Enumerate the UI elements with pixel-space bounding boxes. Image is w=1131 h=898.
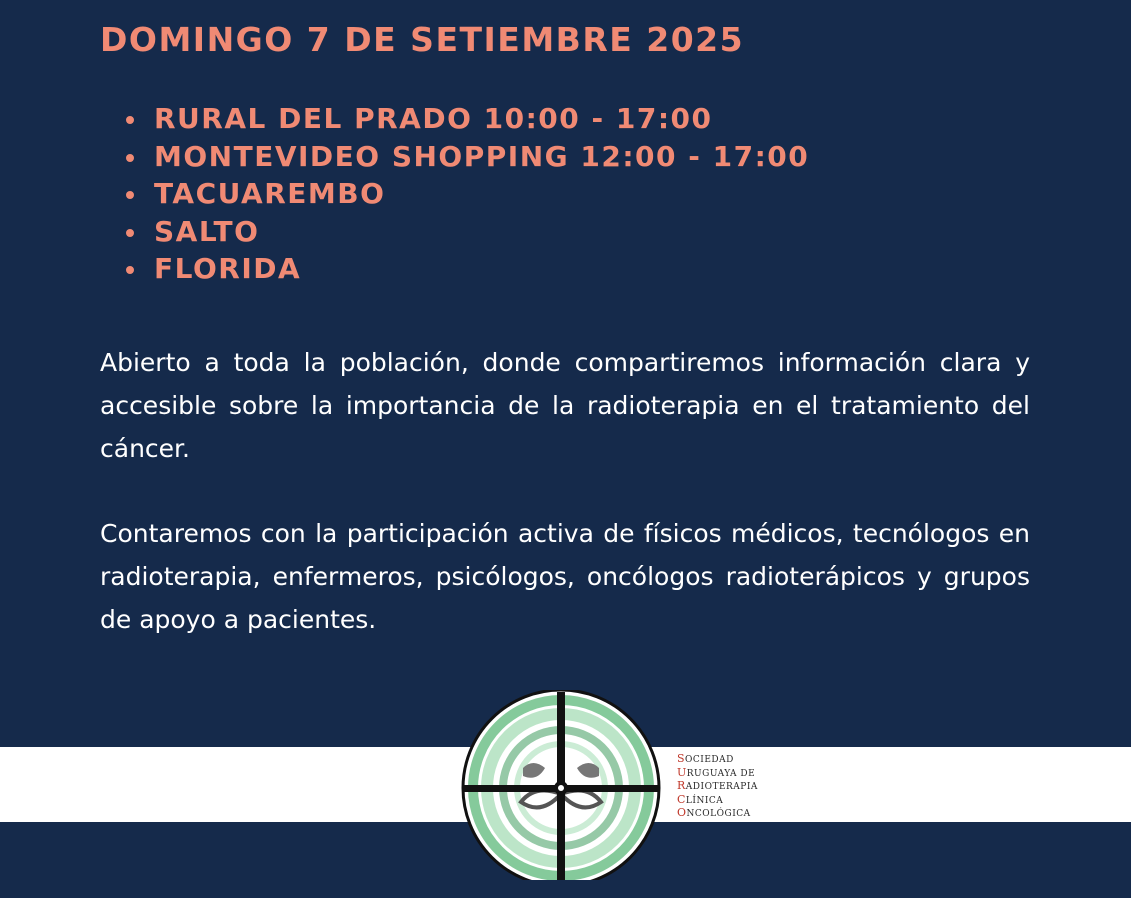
org-line: SOCIEDAD xyxy=(677,752,734,765)
location-item: FLORIDA xyxy=(126,250,809,288)
org-line: ONCOLÓGICA xyxy=(677,806,751,819)
org-line: RADIOTERAPIA xyxy=(677,779,758,792)
locations-list xyxy=(126,100,809,288)
organization-name xyxy=(677,753,758,821)
intro-paragraph: Abierto a toda la población, donde compartiremos información clara y accesible sobre la importancia de la radioterapia en el tratamiento del cáncer. xyxy=(100,348,1030,463)
suro-logo xyxy=(461,690,661,880)
location-item: MONTEVIDEO SHOPPING 12:00 - 17:00 xyxy=(126,138,809,176)
suro-crosshair-logo-icon xyxy=(461,690,661,880)
event-date-heading: DOMINGO 7 DE SETIEMBRE 2025 xyxy=(100,20,745,59)
location-item: TACUAREMBO xyxy=(126,175,809,213)
participants-paragraph: Contaremos con la participación activa de físicos médicos, tecnólogos en radioterapia, enfermeros, psicólogos, oncólogos radioterápicos y grupos de apoyo a pacientes. xyxy=(100,519,1030,634)
location-item: RURAL DEL PRADO 10:00 - 17:00 xyxy=(126,100,809,138)
location-item: SALTO xyxy=(126,213,809,251)
org-line: URUGUAYA DE xyxy=(677,765,756,779)
org-line: CLÍNICA xyxy=(677,792,724,806)
